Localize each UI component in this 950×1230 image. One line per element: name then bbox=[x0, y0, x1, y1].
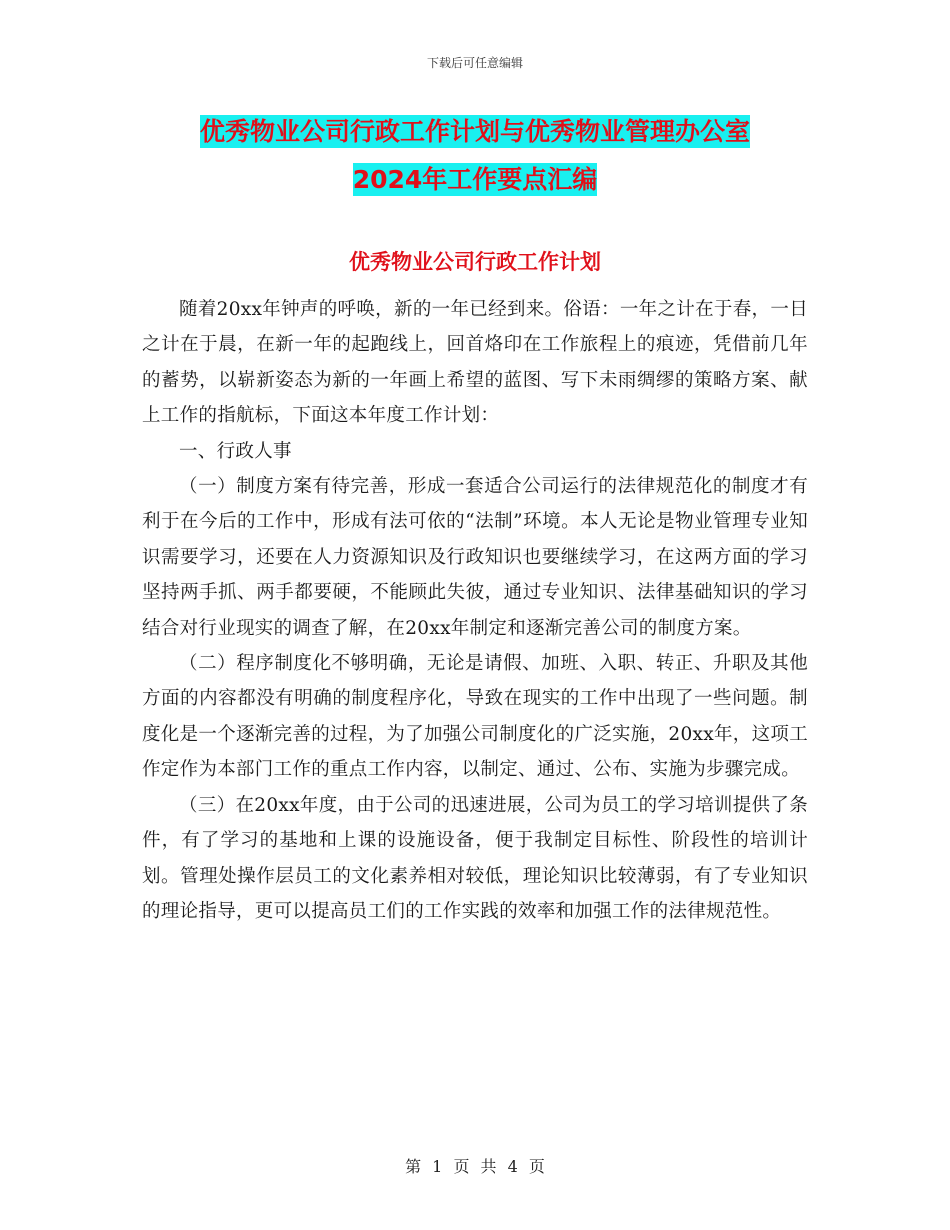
paragraph-intro: 随着20xx年钟声的呼唤，新的一年已经到来。俗语：一年之计在于春，一日之计在于晨，在新一年的起跑线上，回首烙印在工作旅程上的痕迹，凭借前几年的蓄势，以崭新姿态为新的一年画上希望的蓝图、写下未雨绸缪的策略方案、献上工作的指航标，下面这本年度工作计划： bbox=[142, 299, 808, 427]
header-note: 下载后可任意编辑 bbox=[426, 56, 523, 70]
heading-admin-hr: 一、行政人事 bbox=[179, 440, 292, 462]
title-line-2: 2024年工作要点汇编 bbox=[352, 165, 598, 194]
paragraph-item-2: （二）程序制度化不够明确，无论是请假、加班、入职、转正、升职及其他方面的内容都没有明确的制度程序化，导致在现实的工作中出现了一些问题。制度化是一个逐渐完善的过程，为了加强公司制度化的广泛实施，20xx年，这项工作定作为本部门工作的重点工作内容，以制定、通过、公布、实施为步骤完成。 bbox=[142, 653, 809, 781]
document-title bbox=[0, 108, 950, 204]
title-line-1: 优秀物业公司行政工作计划与优秀物业管理办公室 bbox=[199, 117, 750, 146]
section-title: 优秀物业公司行政工作计划 bbox=[349, 250, 601, 274]
document-body bbox=[142, 292, 808, 929]
paragraph-item-1: （一）制度方案有待完善，形成一套适合公司运行的法律规范化的制度才有利于在今后的工作中，形成有法可依的“法制”环境。本人无论是物业管理专业知识需要学习，还要在人力资源知识及行政知识也要继续学习，在这两方面的学习坚持两手抓、两手都要硬，不能顾此失彼，通过专业知识、法律基础知识的学习结合对行业现实的调查了解，在20xx年制定和逐渐完善公司的制度方案。 bbox=[142, 476, 808, 639]
paragraph-item-3: （三）在20xx年度，由于公司的迅速进展，公司为员工的学习培训提供了条件，有了学习的基地和上课的设施设备，便于我制定目标性、阶段性的培训计划。管理处操作层员工的文化素养相对较低，理论知识比较薄弱，有了专业知识的理论指导，更可以提高员工们的工作实践的效率和加强工作的法律规范性。 bbox=[142, 794, 808, 922]
page-number: 第 1 页 共 4 页 bbox=[405, 1157, 545, 1176]
